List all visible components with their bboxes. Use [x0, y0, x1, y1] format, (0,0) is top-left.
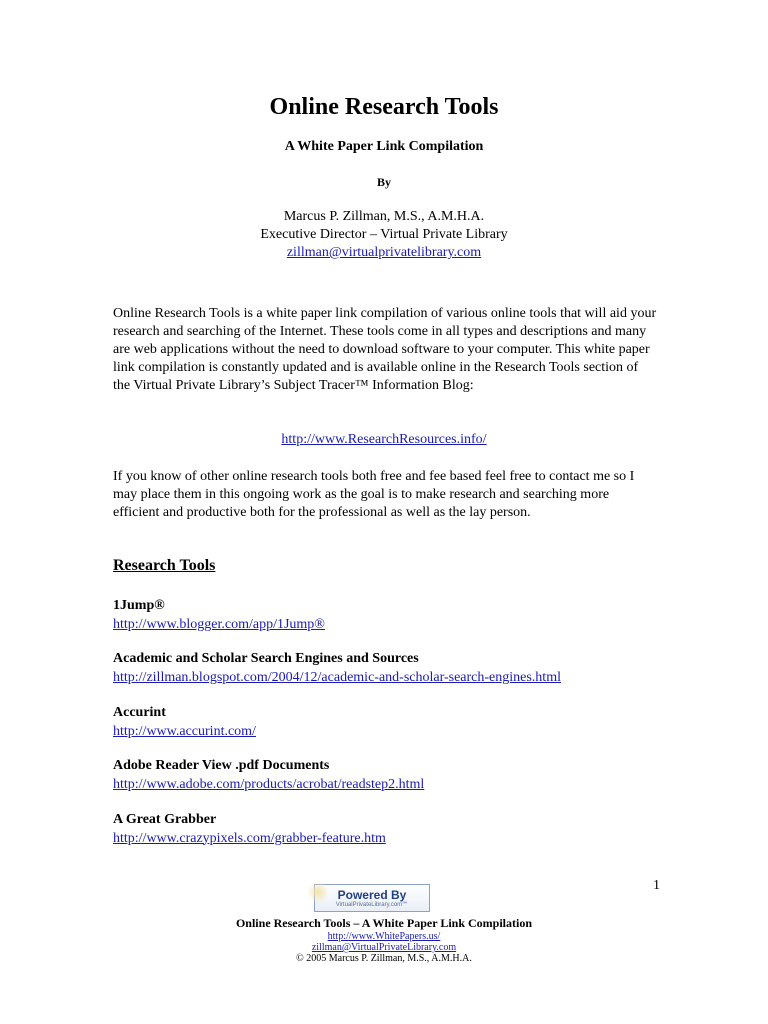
- tool-name: Adobe Reader View .pdf Documents: [113, 758, 330, 774]
- footer-title: Online Research Tools – A White Paper Link Compilation: [235, 916, 533, 930]
- author-name: Marcus P. Zillman, M.S., A.M.H.A.: [283, 209, 485, 224]
- badge-label: Powered By: [337, 888, 407, 902]
- badge-site: VirtualPrivateLibrary.com℠: [335, 902, 409, 908]
- tool-name: 1Jump®: [113, 598, 165, 613]
- tool-link[interactable]: http://www.blogger.com/app/1Jump®: [113, 617, 325, 632]
- footer-line-1: [0, 931, 768, 942]
- author-block: [0, 208, 768, 262]
- document-title: Online Research Tools: [269, 94, 499, 120]
- tool-entry: [113, 650, 673, 703]
- blog-link[interactable]: http://www.ResearchResources.info/: [281, 432, 487, 447]
- tool-link[interactable]: http://www.crazypixels.com/grabber-feature.htm: [113, 830, 386, 846]
- footer-copyright: © 2005 Marcus P. Zillman, M.S., A.M.H.A.: [296, 953, 472, 964]
- byline-label: By: [376, 175, 391, 189]
- tool-entry: [113, 811, 673, 864]
- tool-name: Accurint: [113, 704, 166, 720]
- footer-email-link[interactable]: zillman@VirtualPrivateLibrary.com: [311, 942, 457, 953]
- tool-entry: [113, 597, 673, 650]
- tool-name: A Great Grabber: [113, 811, 217, 827]
- tool-name: Academic and Scholar Search Engines and Sources: [113, 651, 419, 667]
- page-number: 1: [653, 878, 660, 893]
- document-subtitle: A White Paper Link Compilation: [284, 139, 484, 154]
- author-role: Executive Director – Virtual Private Library: [260, 227, 508, 242]
- footer-line-2: [0, 942, 768, 953]
- intro-paragraph: Online Research Tools is a white paper link compilation of various online tools that will aid your research and searching of the Internet. These tools come in all types and descriptions and many are web applications without the need to download software to your computer. This white paper link compilation is constantly updated and is available online in the Research Tools section of the Virtual Private Library’s Subject Tracer™ Information Blog:: [113, 306, 657, 393]
- footer-whitepapers-link[interactable]: http://www.WhitePapers.us/: [327, 931, 441, 942]
- sparkle-icon: [307, 881, 329, 903]
- tool-link[interactable]: http://www.adobe.com/products/acrobat/readstep2.html: [113, 777, 425, 793]
- tool-entry: [113, 757, 673, 810]
- powered-by-badge[interactable]: [314, 884, 430, 912]
- tool-link[interactable]: http://zillman.blogspot.com/2004/12/academic-and-scholar-search-engines.html: [113, 670, 561, 686]
- blog-link-line: [0, 432, 768, 448]
- section-heading: Research Tools: [113, 557, 216, 574]
- author-email-link[interactable]: zillman@virtualprivatelibrary.com: [286, 245, 482, 260]
- contact-paragraph: If you know of other online research tools both free and fee based feel free to contact me so I may place them in this ongoing work as the goal is to make research and searching more efficient and productive both for the professional as well as the lay person.: [113, 469, 635, 520]
- tool-list: [113, 597, 673, 864]
- tool-entry: [113, 704, 673, 757]
- tool-link[interactable]: http://www.accurint.com/: [113, 723, 256, 739]
